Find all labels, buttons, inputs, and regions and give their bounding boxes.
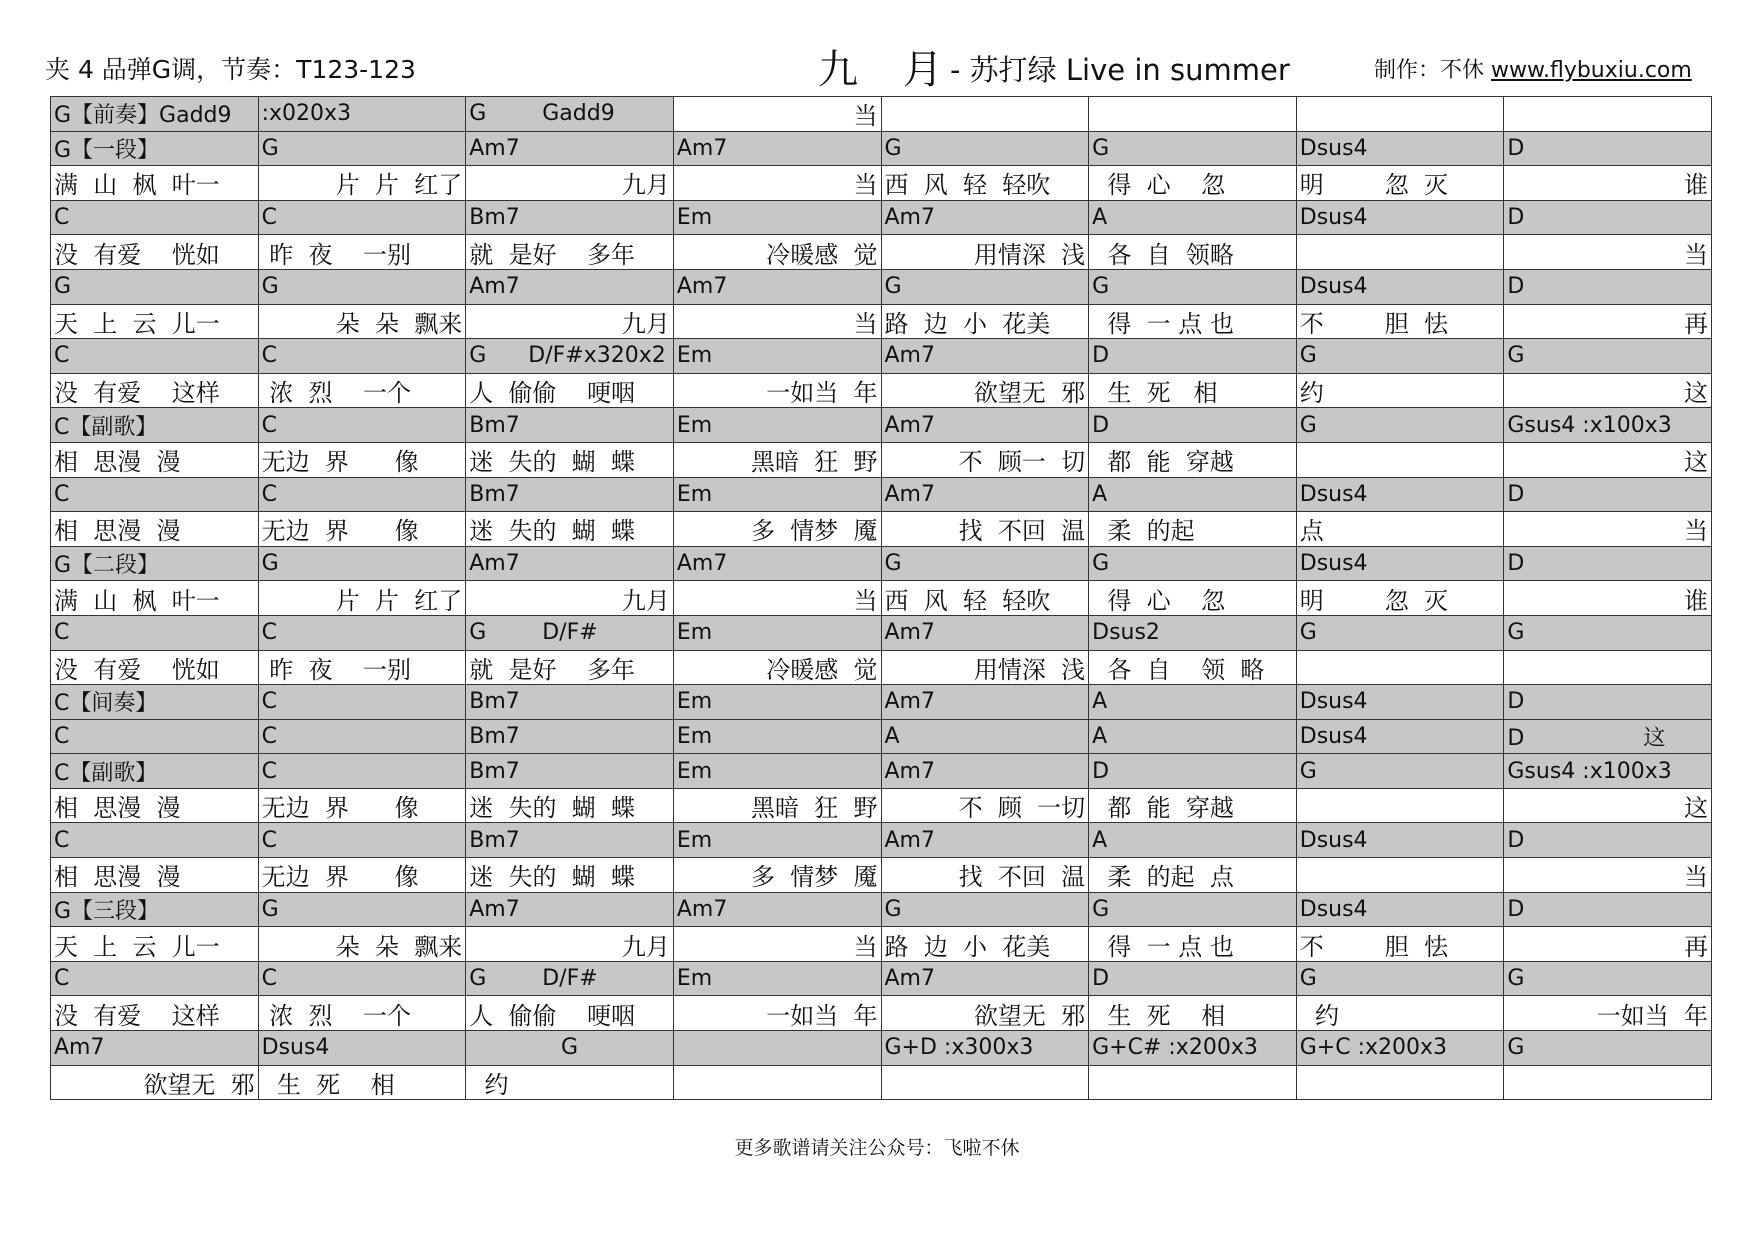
lyric-cell: 不 顾一 切 [882,443,1090,478]
chord-cell: G [1504,962,1712,997]
lyric-cell [1297,651,1505,686]
lyric-cell: 这 [1504,789,1712,824]
chord-cell: D [1504,201,1712,236]
lyric-cell: 朵 朵 飘来 [259,927,467,962]
lyric-cell: 迷 失的 蝴 蝶 [466,443,674,478]
chord-cell: Em [674,339,882,374]
lyric-cell: 人 偷偷 哽咽 [466,374,674,409]
lyric-cell: 找 不回 温 [882,512,1090,547]
chord-cell: G+C# :x200x3 [1089,1031,1297,1066]
lyric-cell: 当 [1504,858,1712,893]
chord-cell: C [259,685,467,720]
chord-cell: G [882,270,1090,305]
lyric-cell: 无边 界 像 [259,443,467,478]
chord-cell: G [1297,408,1505,443]
chord-sheet [50,96,1712,1100]
lyric-cell: 西 风 轻 轻吹 [882,581,1090,616]
chord-cell: Dsus4 [1297,270,1505,305]
chord-cell: A [1089,478,1297,513]
lyric-cell: 再 [1504,927,1712,962]
chord-cell: C [259,408,467,443]
chord-cell: Dsus4 [1297,478,1505,513]
chord-cell: G [1089,893,1297,928]
chord-cell [1504,97,1712,132]
lyric-cell: 九月 [466,581,674,616]
chord-cell: G [51,270,259,305]
lyric-cell: 当 [674,927,882,962]
lyric-cell: 明 忽 灭 [1297,166,1505,201]
chord-cell: G+C :x200x3 [1297,1031,1505,1066]
lyric-cell: 相 思漫 漫 [51,858,259,893]
lyric-cell: 不 胆 怯 [1297,927,1505,962]
lyric-cell [1504,1066,1712,1101]
lyric-cell: 各 自 领 略 [1089,651,1297,686]
chord-cell: C【间奏】 [51,685,259,720]
lyric-cell: 天 上 云 儿一 [51,927,259,962]
chord-cell: Gsus4 :x100x3 [1504,408,1712,443]
lyric-cell: 路 边 小 花美 [882,305,1090,340]
chord-cell: C [259,962,467,997]
chord-cell: Em [674,685,882,720]
lyric-cell: 谁 [1504,581,1712,616]
lyric-cell: 约 [466,1066,674,1101]
chord-cell: Dsus4 [1297,132,1505,167]
chord-cell: Am7 [882,478,1090,513]
chord-cell: C [259,720,467,755]
chord-cell: G+D :x300x3 [882,1031,1090,1066]
lyric-cell: 无边 界 像 [259,512,467,547]
song-title: 九 月 [818,47,959,93]
chord-cell: G Gadd9 [466,97,674,132]
chord-cell: G [1297,339,1505,374]
chord-cell: Am7 [51,1031,259,1066]
chord-cell: G [882,132,1090,167]
lyric-cell: 生 死 相 [1089,996,1297,1031]
chord-cell: Am7 [882,408,1090,443]
chord-cell: Em [674,478,882,513]
lyric-cell: 当 [674,581,882,616]
chord-cell: G [259,547,467,582]
lyric-cell: 一如当 年 [1504,996,1712,1031]
lyric-cell: 满 山 枫 叶一 [51,166,259,201]
chord-cell: C [259,201,467,236]
chord-cell: Dsus4 [1297,547,1505,582]
chord-cell: A [1089,685,1297,720]
chord-cell: C [51,201,259,236]
lyric-cell: 黑暗 狂 野 [674,443,882,478]
lyric-cell [1297,858,1505,893]
lyric-cell: 浓 烈 一个 [259,374,467,409]
lyric-cell: 人 偷偷 哽咽 [466,996,674,1031]
chord-cell: D [1504,547,1712,582]
chord-cell: G [1297,962,1505,997]
lyric-cell: 明 忽 灭 [1297,581,1505,616]
lyric-cell [1089,1066,1297,1101]
chord-cell: G [1089,132,1297,167]
lyric-cell: 浓 烈 一个 [259,996,467,1031]
chord-cell: G [1504,339,1712,374]
chord-cell: C [51,962,259,997]
lyric-cell: 路 边 小 花美 [882,927,1090,962]
song-subtitle: - 苏打绿 Live in summer [950,53,1290,87]
lyric-cell: 无边 界 像 [259,858,467,893]
chord-cell: Bm7 [466,478,674,513]
chord-cell: G [882,547,1090,582]
chord-cell: D [1504,478,1712,513]
chord-cell: D [1089,962,1297,997]
lyric-cell: 当 [674,166,882,201]
lyric-cell: 再 [1504,305,1712,340]
chord-cell: Am7 [674,547,882,582]
chord-cell: C [51,616,259,651]
chord-cell [1089,97,1297,132]
lyric-cell: 得 心 忽 [1089,166,1297,201]
maker-site-link[interactable]: www.flybuxiu.com [1491,58,1692,83]
lyric-cell: 点 [1297,512,1505,547]
chord-cell: D [1089,408,1297,443]
lyric-cell: 昨 夜 一别 [259,235,467,270]
lyric-cell: 用情深 浅 [882,651,1090,686]
chord-cell: C [51,823,259,858]
chord-cell: Dsus4 [259,1031,467,1066]
lyric-cell: 各 自 领略 [1089,235,1297,270]
lyric-cell: 没 有爱 恍如 [51,651,259,686]
chord-cell: :x020x3 [259,97,467,132]
chord-cell: Am7 [674,893,882,928]
lyric-cell: 昨 夜 一别 [259,651,467,686]
chord-cell: Am7 [882,962,1090,997]
chord-cell: Dsus4 [1297,823,1505,858]
lyric-cell: 生 死 相 [259,1066,467,1101]
chord-cell: Em [674,201,882,236]
chord-cell: Gsus4 :x100x3 [1504,754,1712,789]
chord-cell: G [1504,1031,1712,1066]
chord-cell: Em [674,754,882,789]
lyric-cell: 没 有爱 这样 [51,374,259,409]
chord-cell: Am7 [882,754,1090,789]
lyric-cell: 迷 失的 蝴 蝶 [466,512,674,547]
chord-cell: G [466,1031,674,1066]
lyric-cell: 西 风 轻 轻吹 [882,166,1090,201]
lyric-cell [1297,789,1505,824]
chord-cell: Em [674,408,882,443]
lyric-cell: 一如当 年 [674,374,882,409]
lyric-cell: 九月 [466,305,674,340]
chord-cell: Am7 [882,201,1090,236]
chord-cell: C [259,823,467,858]
chord-cell: G【二段】 [51,547,259,582]
chord-cell: Dsus4 [1297,893,1505,928]
chord-cell: Am7 [466,270,674,305]
lyric-cell: 欲望无 邪 [882,374,1090,409]
lyric-cell: 九月 [466,927,674,962]
chord-cell: G D/F#x320x2 [466,339,674,374]
chord-cell: G [259,893,467,928]
lyric-cell: 生 死 相 [1089,374,1297,409]
chord-cell: D [1504,893,1712,928]
chord-cell: G [1297,754,1505,789]
lyric-cell: 谁 [1504,166,1712,201]
chord-cell: Am7 [466,547,674,582]
chord-cell [882,97,1090,132]
chord-cell: Dsus4 [1297,685,1505,720]
capo-rhythm-info: 夹 4 品弹G调，节奏：T123-123 [45,55,416,84]
chord-cell: C [51,720,259,755]
lyric-cell: 冷暖感 觉 [674,235,882,270]
chord-cell: Dsus2 [1089,616,1297,651]
chord-cell: Em [674,616,882,651]
lyric-cell [1504,651,1712,686]
chord-cell: D [1504,132,1712,167]
lyric-cell: 迷 失的 蝴 蝶 [466,858,674,893]
chord-cell: Am7 [466,132,674,167]
lyric-cell: 就 是好 多年 [466,651,674,686]
chord-cell: D [1089,754,1297,789]
lyric-cell [882,1066,1090,1101]
lyric-cell: 欲望无 邪 [51,1066,259,1101]
chord-cell: Am7 [882,616,1090,651]
lyric-cell: 当 [674,305,882,340]
chord-cell: Em [674,962,882,997]
lyric-cell: 片 片 红了 [259,166,467,201]
lyric-cell: 不 顾 一切 [882,789,1090,824]
lyric-cell: 冷暖感 觉 [674,651,882,686]
chord-cell: D [1089,339,1297,374]
lyric-cell: 不 胆 怯 [1297,305,1505,340]
lyric-cell: 片 片 红了 [259,581,467,616]
lyric-cell: 满 山 枫 叶一 [51,581,259,616]
lyric-cell: 天 上 云 儿一 [51,305,259,340]
chord-cell: Am7 [674,270,882,305]
chord-cell: 当 [674,97,882,132]
lyric-cell: 没 有爱 恍如 [51,235,259,270]
lyric-cell: 柔 的起 点 [1089,858,1297,893]
lyric-cell: 得 心 忽 [1089,581,1297,616]
chord-cell: Bm7 [466,720,674,755]
chord-cell: C [259,339,467,374]
chord-cell: G D/F# [466,616,674,651]
lyric-cell: 得 一 点 也 [1089,927,1297,962]
chord-cell: C [51,339,259,374]
lyric-cell: 没 有爱 这样 [51,996,259,1031]
lyric-cell: 就 是好 多年 [466,235,674,270]
lyric-cell: 相 思漫 漫 [51,512,259,547]
chord-cell: D [1504,685,1712,720]
chord-cell: Am7 [882,823,1090,858]
lyric-cell: 都 能 穿越 [1089,789,1297,824]
chord-cell: Am7 [882,685,1090,720]
chord-cell: C [51,478,259,513]
chord-cell [1297,97,1505,132]
lyric-cell: 都 能 穿越 [1089,443,1297,478]
chord-cell: C [259,754,467,789]
chord-cell: Am7 [882,339,1090,374]
chord-cell: G [1089,270,1297,305]
lyric-cell: 欲望无 邪 [882,996,1090,1031]
lyric-cell: 这 [1504,443,1712,478]
chord-cell: A [1089,823,1297,858]
chord-cell: A [1089,201,1297,236]
lyric-cell: 当 [1504,235,1712,270]
chord-cell: G [259,270,467,305]
chord-cell: G [259,132,467,167]
maker-label: 制作：不休 [1374,58,1485,83]
chord-cell: C [259,478,467,513]
chord-cell: G [1089,547,1297,582]
lyric-cell [1297,443,1505,478]
lyric-cell: 九月 [466,166,674,201]
chord-cell: Bm7 [466,685,674,720]
chord-cell: Em [674,720,882,755]
chord-cell: A [1089,720,1297,755]
chord-cell: Bm7 [466,823,674,858]
chord-cell: C【副歌】 [51,408,259,443]
lyric-cell [1297,1066,1505,1101]
lyric-cell: 用情深 浅 [882,235,1090,270]
chord-cell: G【前奏】Gadd9 [51,97,259,132]
lyric-cell: 柔 的起 [1089,512,1297,547]
lyric-cell: 当 [1504,512,1712,547]
chord-cell: C [259,616,467,651]
chord-cell: Bm7 [466,754,674,789]
lyric-cell: 一如当 年 [674,996,882,1031]
lyric-cell [674,1066,882,1101]
chord-cell: Am7 [674,132,882,167]
chord-cell: G [882,893,1090,928]
lyric-cell: 约 [1297,374,1505,409]
lyric-cell: 找 不回 温 [882,858,1090,893]
lyric-cell: 这 [1504,374,1712,409]
chord-cell: D [1504,270,1712,305]
lyric-cell: 多 情梦 魇 [674,858,882,893]
footer-note: 更多歌谱请关注公众号：飞啦不休 [734,1137,1020,1159]
chord-cell: D [1504,823,1712,858]
chord-cell: A [882,720,1090,755]
lyric-cell: 无边 界 像 [259,789,467,824]
chord-cell: Em [674,823,882,858]
lyric-cell: 相 思漫 漫 [51,443,259,478]
chord-cell: G [1297,616,1505,651]
chord-cell [674,1031,882,1066]
chord-cell: D 这 [1504,720,1712,755]
lyric-cell: 得 一 点 也 [1089,305,1297,340]
chord-cell: Am7 [466,893,674,928]
chord-cell: G【一段】 [51,132,259,167]
lyric-cell: 黑暗 狂 野 [674,789,882,824]
maker-credit [1374,53,1692,84]
lyric-cell: 相 思漫 漫 [51,789,259,824]
chord-cell: Dsus4 [1297,720,1505,755]
lyric-cell: 多 情梦 魇 [674,512,882,547]
lyric-cell: 迷 失的 蝴 蝶 [466,789,674,824]
lyric-cell [1297,235,1505,270]
chord-cell: G [1504,616,1712,651]
lyric-cell: 朵 朵 飘来 [259,305,467,340]
chord-cell: Bm7 [466,201,674,236]
lyric-cell: 约 [1297,996,1505,1031]
chord-cell: C【副歌】 [51,754,259,789]
chord-cell: G D/F# [466,962,674,997]
chord-cell: Bm7 [466,408,674,443]
chord-cell: Dsus4 [1297,201,1505,236]
chord-cell: G【三段】 [51,893,259,928]
